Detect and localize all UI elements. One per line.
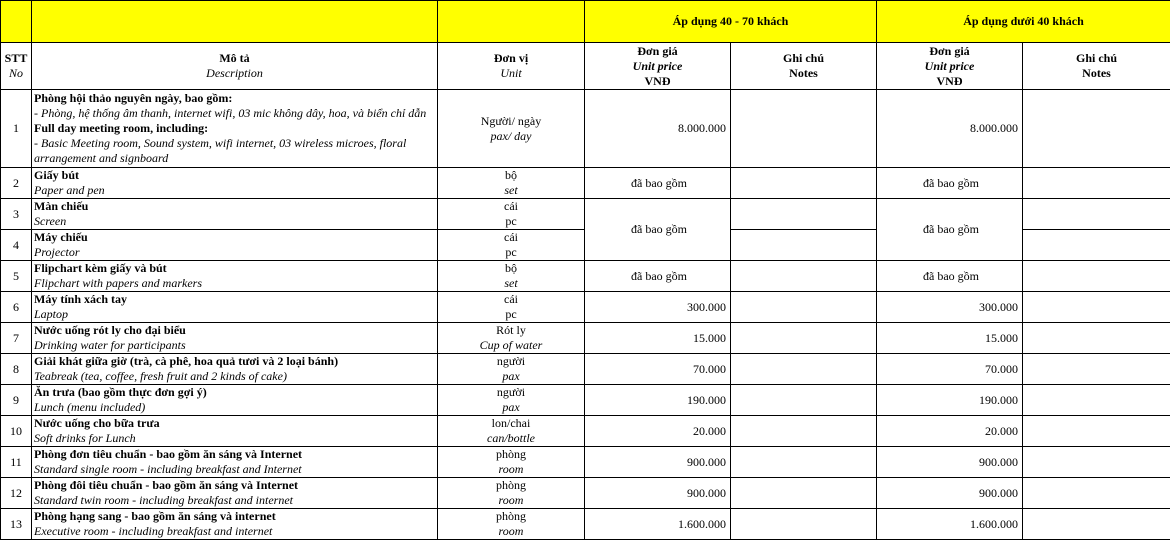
row-unit-vi: Người/ ngày [480, 113, 542, 128]
row-unit-vi: bộ [505, 261, 517, 275]
row-description [32, 447, 438, 478]
row-number: 7 [1, 323, 32, 354]
row-title-en: Flipchart with papers and markers [34, 276, 202, 290]
row-unit-en: Cup of water [479, 338, 543, 352]
header-price-vi: Đơn giá [929, 43, 970, 58]
table-row [1, 168, 1170, 199]
row-unit-en: pax/ day [490, 128, 532, 143]
row-price-under-40: 1.600.000 [877, 509, 1023, 540]
group-header-under-40: Áp dụng dưới 40 khách [877, 1, 1170, 43]
row-unit-vi: Rót ly [496, 323, 526, 337]
row-notes-under-40 [1023, 168, 1170, 199]
row-unit [438, 354, 585, 385]
row-unit [438, 416, 585, 447]
row-title-vi: Phòng đơn tiêu chuẩn - bao gồm ăn sáng và Internet [34, 447, 303, 461]
row-price-under-40: 70.000 [877, 354, 1023, 385]
table-row [1, 199, 1170, 230]
header-notes-1 [731, 43, 877, 90]
row-number: 5 [1, 261, 32, 292]
row-unit-en: pc [505, 307, 517, 321]
row-price-40-70: 900.000 [585, 478, 731, 509]
row-notes-40-70 [731, 261, 877, 292]
header-stt [1, 43, 32, 90]
row-notes-40-70 [731, 447, 877, 478]
row-unit [438, 323, 585, 354]
row-description [32, 509, 438, 540]
row-price-40-70: 900.000 [585, 447, 731, 478]
row-title-en: Lunch (menu included) [34, 400, 146, 414]
row-notes-under-40 [1023, 478, 1170, 509]
row-number: 1 [1, 90, 32, 168]
row-description [32, 261, 438, 292]
row-title-en: Paper and pen [34, 183, 105, 197]
row-price-under-40: 8.000.000 [877, 90, 1023, 168]
row-unit [438, 261, 585, 292]
row-price-under-40: đã bao gồm [877, 199, 1023, 261]
row-price-40-70: 15.000 [585, 323, 731, 354]
row-unit [438, 509, 585, 540]
row-notes-under-40 [1023, 261, 1170, 292]
row-notes-40-70 [731, 509, 877, 540]
group-header-40-70: Áp dụng 40 - 70 khách [585, 1, 877, 43]
row-unit-en: pc [505, 245, 517, 259]
row-unit-vi: cái [504, 230, 518, 244]
header-notes-en: Notes [789, 66, 818, 80]
row-price-under-40: đã bao gồm [877, 168, 1023, 199]
row-price-under-40: 900.000 [877, 447, 1023, 478]
row-price-under-40: đã bao gồm [877, 261, 1023, 292]
table-row [1, 90, 1170, 168]
row-notes-under-40 [1023, 90, 1170, 168]
table-row [1, 478, 1170, 509]
header-desc-en: Description [206, 66, 263, 80]
row-detail-en: - Basic Meeting room, Sound system, wifi internet, 03 wireless microes, floral arrangement and signboard [34, 136, 407, 165]
row-notes-40-70 [731, 385, 877, 416]
row-description [32, 385, 438, 416]
row-notes-40-70 [731, 199, 877, 230]
header-notes-vi: Ghi chú [782, 51, 824, 65]
row-description [32, 354, 438, 385]
row-description [32, 199, 438, 230]
row-title-en: Drinking water for participants [34, 338, 186, 352]
row-description [32, 90, 438, 168]
row-title-en: Standard twin room - including breakfast and internet [34, 493, 293, 507]
row-notes-40-70 [731, 168, 877, 199]
row-number: 12 [1, 478, 32, 509]
row-title-vi: Ăn trưa (bao gồm thực đơn gợi ý) [34, 385, 207, 399]
row-unit-en: room [498, 493, 524, 507]
row-title-en: Projector [34, 245, 80, 259]
row-number: 10 [1, 416, 32, 447]
row-number: 8 [1, 354, 32, 385]
row-number: 9 [1, 385, 32, 416]
row-detail-vi: - Phòng, hệ thống âm thanh, internet wifi, 03 mic không dây, hoa, và biển chỉ dẫn [34, 106, 427, 120]
row-price-40-70: đã bao gồm [585, 261, 731, 292]
row-number: 6 [1, 292, 32, 323]
row-price-under-40: 15.000 [877, 323, 1023, 354]
row-number: 3 [1, 199, 32, 230]
row-notes-40-70 [731, 416, 877, 447]
row-unit-en: set [504, 183, 518, 197]
header-desc-vi: Mô tả [219, 51, 250, 65]
row-unit-en: room [498, 462, 524, 476]
row-notes-40-70 [731, 90, 877, 168]
row-unit [438, 168, 585, 199]
header-unit-en: Unit [500, 66, 522, 80]
table-row [1, 447, 1170, 478]
row-unit-vi: cái [504, 199, 518, 213]
row-title-vi: Nước uống rót ly cho đại biểu [34, 323, 186, 337]
row-unit-vi: lon/chai [491, 416, 531, 430]
row-notes-under-40 [1023, 354, 1170, 385]
row-unit [438, 447, 585, 478]
header-price-en: Unit price [924, 58, 975, 73]
row-description [32, 323, 438, 354]
table-row [1, 385, 1170, 416]
row-notes-40-70 [731, 323, 877, 354]
row-unit [438, 199, 585, 230]
row-unit [438, 90, 585, 168]
row-title-en: Teabreak (tea, coffee, fresh fruit and 2 kinds of cake) [34, 369, 287, 383]
row-title-vi: Nước uống cho bữa trưa [34, 416, 160, 430]
row-unit [438, 292, 585, 323]
row-title-vi: Giải khát giữa giờ (trà, cà phê, hoa quả tươi và 2 loại bánh) [34, 354, 339, 368]
table-row [1, 509, 1170, 540]
row-unit-vi: người [496, 354, 526, 368]
header-unit [438, 43, 585, 90]
row-title-vi: Phòng hạng sang - bao gồm ăn sáng và internet [34, 509, 276, 523]
row-title-vi: Máy tính xách tay [34, 292, 127, 306]
row-title-en: Screen [34, 214, 67, 228]
row-notes-under-40 [1023, 385, 1170, 416]
row-unit-vi: bộ [505, 168, 517, 182]
table-row [1, 261, 1170, 292]
header-notes-2 [1023, 43, 1170, 90]
header-price-currency: VNĐ [936, 73, 963, 88]
header-price-en: Unit price [632, 58, 683, 73]
row-price-40-70: đã bao gồm [585, 199, 731, 261]
row-notes-under-40 [1023, 292, 1170, 323]
table-row [1, 416, 1170, 447]
row-unit-en: room [498, 524, 524, 538]
row-unit-vi: phòng [496, 447, 526, 461]
row-unit-en: pax [502, 369, 520, 383]
table-row [1, 292, 1170, 323]
row-unit-en: can/bottle [487, 431, 535, 445]
row-title-en: Full day meeting room, including: [34, 121, 209, 135]
row-notes-40-70 [731, 230, 877, 261]
header-notes-en: Notes [1082, 66, 1111, 80]
row-number: 13 [1, 509, 32, 540]
row-title-vi: Giấy bút [34, 168, 80, 182]
row-unit-vi: phòng [496, 509, 526, 523]
row-unit-en: pc [505, 214, 517, 228]
row-description [32, 292, 438, 323]
header-blank-unit [438, 1, 585, 43]
row-title-vi: Phòng hội thảo nguyên ngày, bao gồm: [34, 91, 233, 105]
row-title-en: Soft drinks for Lunch [34, 431, 136, 445]
row-notes-under-40 [1023, 199, 1170, 230]
table-row [1, 354, 1170, 385]
row-description [32, 168, 438, 199]
header-blank-stt [1, 1, 32, 43]
header-price-2 [877, 43, 1023, 90]
row-price-40-70: đã bao gồm [585, 168, 731, 199]
row-title-vi: Màn chiếu [34, 199, 89, 213]
row-title-vi: Flipchart kèm giấy và bút [34, 261, 167, 275]
header-unit-vi: Đơn vị [493, 51, 529, 65]
row-number: 2 [1, 168, 32, 199]
header-price-currency: VNĐ [644, 73, 671, 88]
row-notes-40-70 [731, 292, 877, 323]
row-number: 11 [1, 447, 32, 478]
row-description [32, 478, 438, 509]
row-notes-under-40 [1023, 416, 1170, 447]
row-price-40-70: 190.000 [585, 385, 731, 416]
header-price-1 [585, 43, 731, 90]
row-unit-en: pax [502, 400, 520, 414]
row-notes-40-70 [731, 354, 877, 385]
header-stt-vi: STT [4, 51, 28, 65]
row-title-en: Laptop [34, 307, 69, 321]
row-notes-under-40 [1023, 447, 1170, 478]
row-price-40-70: 300.000 [585, 292, 731, 323]
row-price-under-40: 190.000 [877, 385, 1023, 416]
row-price-40-70: 1.600.000 [585, 509, 731, 540]
header-price-vi: Đơn giá [637, 43, 678, 58]
header-description [32, 43, 438, 90]
row-description [32, 230, 438, 261]
row-price-40-70: 8.000.000 [585, 90, 731, 168]
header-stt-en: No [8, 66, 23, 80]
row-number: 4 [1, 230, 32, 261]
row-notes-under-40 [1023, 323, 1170, 354]
row-notes-under-40 [1023, 230, 1170, 261]
row-unit [438, 385, 585, 416]
header-notes-vi: Ghi chú [1075, 51, 1117, 65]
row-price-40-70: 20.000 [585, 416, 731, 447]
header-blank-desc [32, 1, 438, 43]
row-price-under-40: 300.000 [877, 292, 1023, 323]
row-title-en: Standard single room - including breakfast and Internet [34, 462, 302, 476]
row-title-vi: Máy chiếu [34, 230, 88, 244]
row-notes-under-40 [1023, 509, 1170, 540]
row-unit [438, 478, 585, 509]
row-description [32, 416, 438, 447]
row-unit-vi: cái [504, 292, 518, 306]
row-title-vi: Phòng đôi tiêu chuẩn - bao gồm ăn sáng và Internet [34, 478, 299, 492]
row-notes-40-70 [731, 478, 877, 509]
row-price-40-70: 70.000 [585, 354, 731, 385]
row-unit [438, 230, 585, 261]
row-title-en: Executive room - including breakfast and internet [34, 524, 273, 538]
row-unit-vi: phòng [496, 478, 526, 492]
row-unit-en: set [504, 276, 518, 290]
table-row [1, 323, 1170, 354]
row-unit-vi: người [496, 385, 526, 399]
row-price-under-40: 20.000 [877, 416, 1023, 447]
row-price-under-40: 900.000 [877, 478, 1023, 509]
